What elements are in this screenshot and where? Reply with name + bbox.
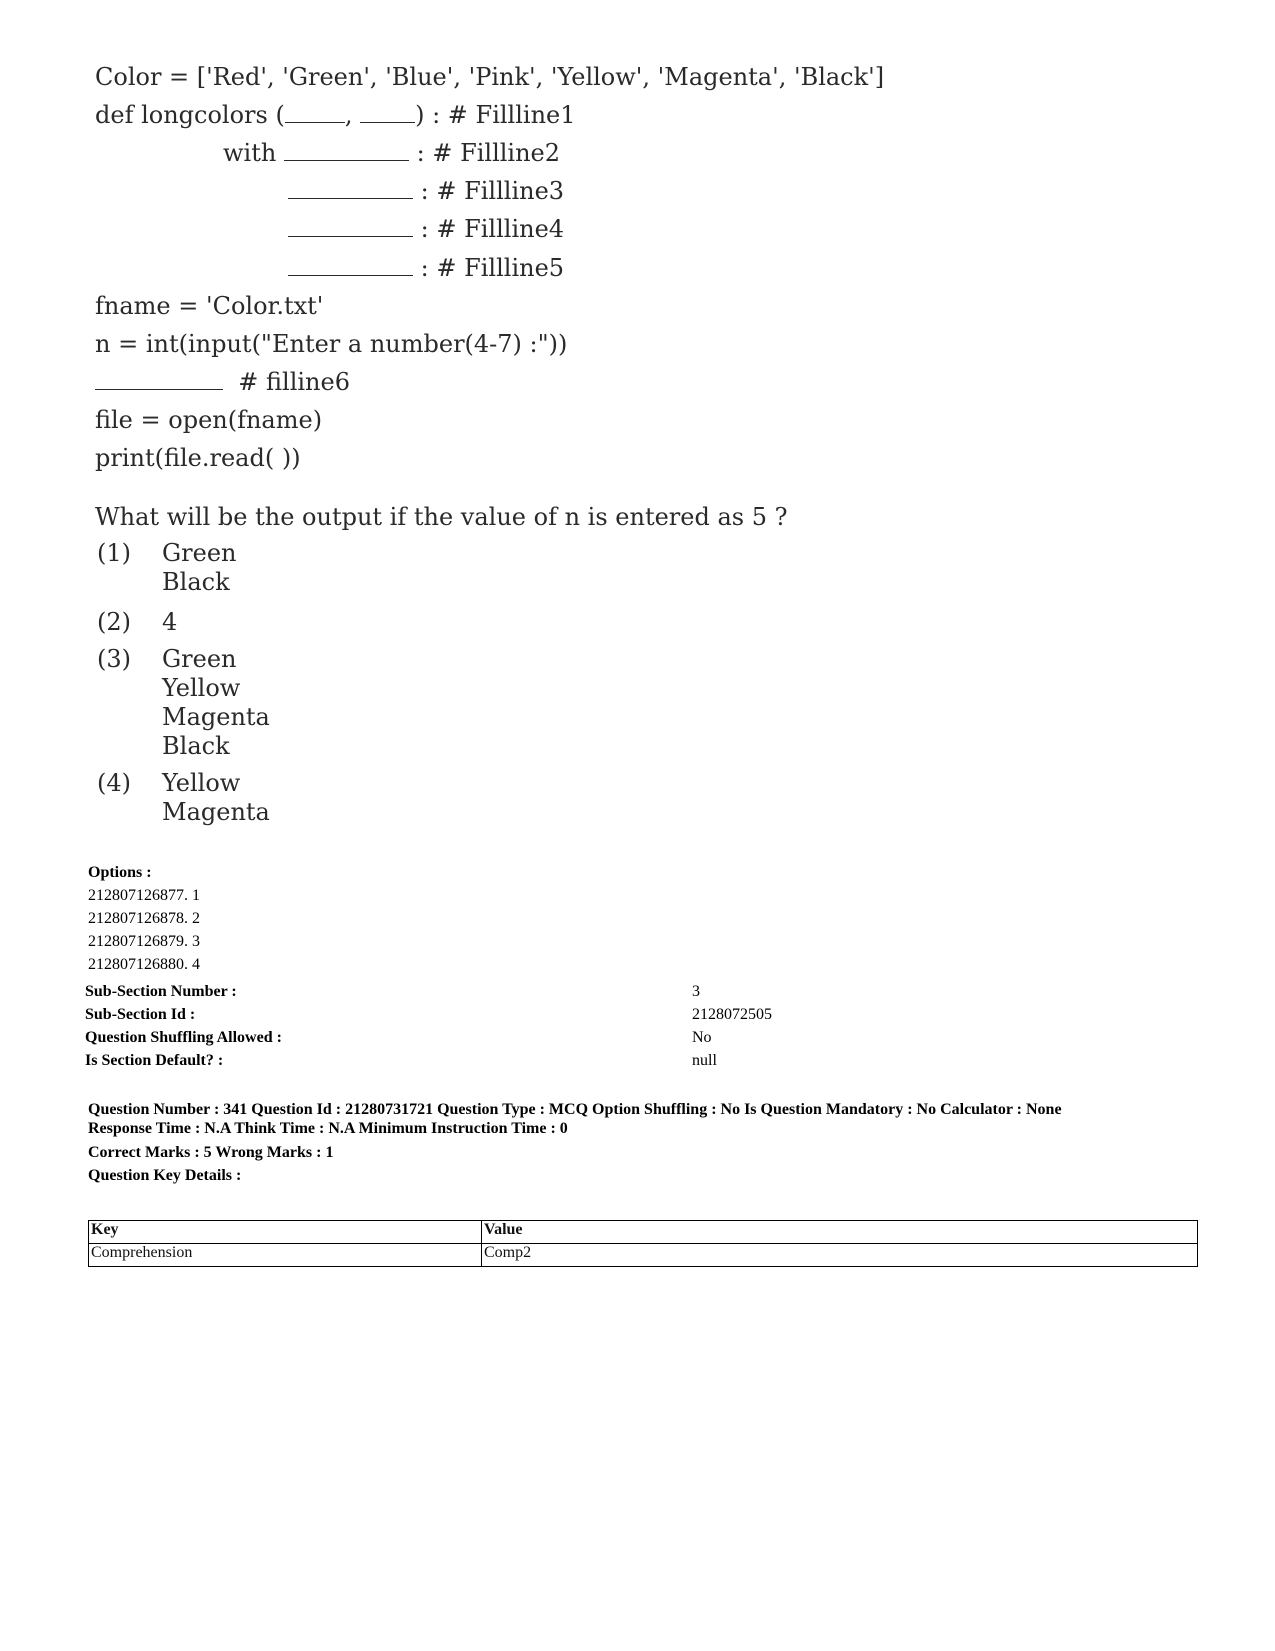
option-item: 212807126877. 1 <box>88 887 200 904</box>
code-line-4 <box>288 176 564 206</box>
subsection-number-value: 3 <box>692 983 700 1000</box>
choice-number: (1) <box>97 539 131 567</box>
table-header-key: Key <box>89 1221 482 1244</box>
code-text: # filline6 <box>238 368 350 396</box>
choice-line: Black <box>162 568 230 596</box>
choice-line: Green <box>162 539 237 567</box>
question-key-details-label: Question Key Details : <box>88 1167 242 1184</box>
code-text: : # Fillline4 <box>420 215 565 243</box>
code-text: ) : # Fillline1 <box>415 101 576 129</box>
marks-info: Correct Marks : 5 Wrong Marks : 1 <box>88 1144 334 1161</box>
blank <box>285 100 345 123</box>
option-item: 212807126878. 2 <box>88 910 200 927</box>
choice-number: (3) <box>97 645 131 673</box>
table-cell-key: Comprehension <box>89 1244 482 1267</box>
code-line-6 <box>288 253 564 283</box>
table-row <box>89 1244 1198 1267</box>
blank <box>360 100 415 123</box>
question-info-line-1: Question Number : 341 Question Id : 21280731721 Question Type : MCQ Option Shuffling : No Is Question Mandatory : No Calculator : None <box>88 1101 1062 1118</box>
blank <box>288 253 413 276</box>
code-line-1: Color = ['Red', 'Green', 'Blue', 'Pink', 'Yellow', 'Magenta', 'Black'] <box>95 63 885 91</box>
option-item: 212807126879. 3 <box>88 933 200 950</box>
code-line-5 <box>288 214 564 244</box>
choice-line: Yellow <box>162 769 241 797</box>
table-cell-value: Comp2 <box>482 1244 1198 1267</box>
choice-line: Yellow <box>162 674 241 702</box>
code-line-10: file = open(fname) <box>95 406 323 434</box>
code-line-2: def longcolors ( , ) : # Fillline1 <box>95 101 576 129</box>
option-item: 212807126880. 4 <box>88 956 200 973</box>
code-text: def longcolors ( <box>95 101 285 129</box>
code-text: : # Fillline2 <box>416 139 561 167</box>
question-info-line-2: Response Time : N.A Think Time : N.A Minimum Instruction Time : 0 <box>88 1120 568 1137</box>
blank <box>288 176 413 199</box>
choice-line: Magenta <box>162 703 270 731</box>
code-line-8: n = int(input("Enter a number(4-7) :")) <box>95 330 568 358</box>
code-line-7: fname = 'Color.txt' <box>95 292 324 320</box>
question-shuffling-label: Question Shuffling Allowed : <box>85 1029 282 1046</box>
blank <box>288 214 413 237</box>
code-text: with <box>223 139 277 167</box>
question-shuffling-value: No <box>692 1029 712 1046</box>
blank <box>95 367 223 390</box>
code-text: : # Fillline5 <box>420 254 565 282</box>
options-label: Options : <box>88 864 152 881</box>
subsection-id-label: Sub-Section Id : <box>85 1006 196 1023</box>
table-header-value: Value <box>482 1221 1198 1244</box>
choice-number: (2) <box>97 608 131 636</box>
choice-line: 4 <box>162 608 178 636</box>
choice-line: Black <box>162 732 230 760</box>
subsection-number-label: Sub-Section Number : <box>85 983 237 1000</box>
code-line-9 <box>95 367 350 397</box>
table-header-row <box>89 1221 1198 1244</box>
choice-number: (4) <box>97 769 131 797</box>
section-default-label: Is Section Default? : <box>85 1052 224 1069</box>
code-line-11: print(file.read( )) <box>95 444 301 472</box>
question-text: What will be the output if the value of n is entered as 5 ? <box>95 503 788 531</box>
subsection-id-value: 2128072505 <box>692 1006 772 1023</box>
choice-line: Magenta <box>162 798 270 826</box>
code-line-3 <box>223 138 560 168</box>
question-key-table <box>88 1220 1198 1267</box>
blank <box>284 138 409 161</box>
code-text: : # Fillline3 <box>420 177 565 205</box>
choice-line: Green <box>162 645 237 673</box>
section-default-value: null <box>692 1052 717 1069</box>
